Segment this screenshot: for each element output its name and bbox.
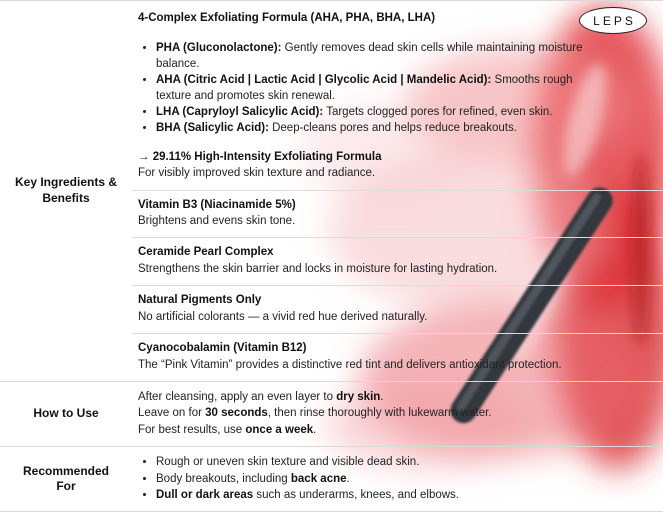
bullet-term: BHA (Salicylic Acid):	[156, 122, 269, 135]
ingredient-title: Ceramide Pearl Complex	[138, 246, 274, 259]
bullet-item	[156, 105, 605, 120]
recommended-bullet-list	[138, 455, 605, 503]
ingredient-text: No artificial colorants — a vivid red hue derived naturally.	[138, 310, 428, 323]
row-key-ingredients	[0, 1, 663, 381]
block-vitamin-b3	[132, 190, 663, 238]
bullet-item	[156, 41, 605, 72]
ingredient-title: Cyanocobalamin (Vitamin B12)	[138, 342, 307, 355]
recommended-for-content	[132, 447, 663, 511]
ingredient-text: The “Pink Vitamin” provides a distinctive red tint and delivers antioxidant protection.	[138, 358, 562, 371]
usage-step: For best results, use once a week.	[138, 423, 317, 436]
ingredient-text: Strengthens the skin barrier and locks in moisture for lasting hydration.	[138, 262, 498, 275]
ingredient-title: Natural Pigments Only	[138, 294, 262, 307]
bullet-item: • Body breakouts, including back acne.	[156, 472, 605, 487]
block-cyanocobalamin	[132, 333, 663, 381]
ingredient-text: Brightens and evens skin tone.	[138, 215, 296, 228]
formula-bullet-list	[138, 41, 605, 136]
block-natural-pigments	[132, 285, 663, 333]
bullet-item	[156, 121, 605, 136]
row-header-recommended-for: Recommended For	[22, 463, 110, 494]
row-how-to-use	[0, 381, 663, 446]
formula-title: 4-Complex Exfoliating Formula (AHA, PHA, BHA, LHA)	[138, 12, 436, 24]
usage-step: Leave on for 30 seconds, then rinse thoroughly with lukewarm water.	[138, 407, 492, 420]
row-header-how-to-use: How to Use	[33, 406, 99, 421]
bullet-item: • Rough or uneven skin texture and visible dead skin.	[156, 455, 605, 470]
row-header-key-ingredients: Key Ingredients & Benefits	[14, 175, 118, 205]
ingredient-title: Vitamin B3 (Niacinamide 5%)	[138, 198, 296, 211]
bullet-item: • Dull or dark areas such as underarms, knees, and elbows.	[156, 488, 605, 503]
bullet-desc: Smooths rough texture and promotes skin renewal.	[156, 74, 573, 102]
brand-logo	[579, 7, 647, 34]
bullet-desc: Targets clogged pores for refined, even skin.	[323, 106, 553, 119]
key-ingredients-content	[132, 1, 663, 381]
bullet-term: PHA (Gluconolactone):	[156, 42, 282, 55]
bullet-desc: Gently removes dead skin cells while maintaining moisture balance.	[156, 42, 583, 70]
bullet-term: AHA (Citric Acid | Lactic Acid | Glycolic Acid | Mandelic Acid):	[156, 74, 492, 87]
how-to-use-content	[132, 382, 663, 446]
block-ceramide-pearl	[132, 237, 663, 285]
row-recommended-for	[0, 446, 663, 511]
bullet-desc: Deep-cleans pores and helps reduce breakouts.	[268, 122, 517, 135]
formula-subtext: For visibly improved skin texture and radiance.	[138, 167, 376, 180]
brand-logo-text: LEPS	[593, 13, 636, 28]
block-exfoliating-formula	[132, 1, 663, 190]
bullet-item	[156, 73, 605, 104]
usage-step: After cleansing, apply an even layer to dry skin.	[138, 390, 384, 403]
bullet-term: LHA (Capryloyl Salicylic Acid):	[156, 106, 324, 119]
formula-highlight: → 29.11% High-Intensity Exfoliating Formula	[138, 150, 382, 163]
